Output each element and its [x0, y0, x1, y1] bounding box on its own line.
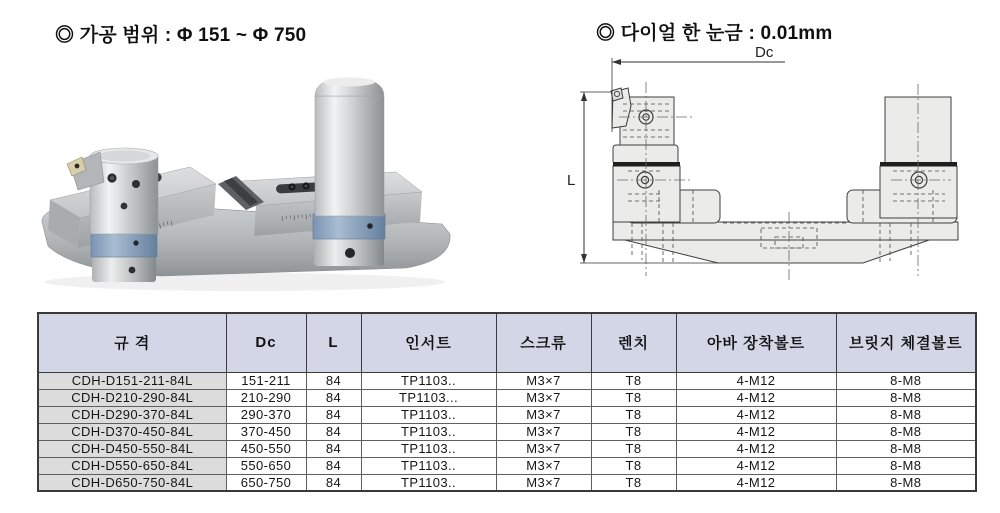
table-cell: T8	[591, 440, 676, 457]
table-cell: 8-M8	[836, 474, 976, 491]
right-cylinder	[313, 78, 385, 267]
column-header-5: 렌치	[591, 313, 676, 372]
table-cell: T8	[591, 474, 676, 491]
table-cell: 84	[306, 389, 361, 406]
table-cell: T8	[591, 389, 676, 406]
table-cell: T8	[591, 406, 676, 423]
column-header-4: 스크류	[496, 313, 591, 372]
table-cell: M3×7	[496, 406, 591, 423]
dial-graduation-title: ◎ 다이얼 한 눈금 : 0.01mm	[596, 23, 833, 44]
table-cell: 4-M12	[676, 389, 836, 406]
table-cell: 4-M12	[676, 457, 836, 474]
dc-label: Dc	[755, 44, 774, 61]
table-cell: T8	[591, 457, 676, 474]
table-cell: M3×7	[496, 474, 591, 491]
table-cell: TP1103..	[361, 423, 496, 440]
table-row	[38, 474, 976, 491]
table-cell: 650-750	[226, 474, 306, 491]
table-cell: 290-370	[226, 406, 306, 423]
right-clamp-dark-band	[880, 162, 957, 167]
table-cell: 8-M8	[836, 372, 976, 389]
right-clamp-block	[880, 166, 957, 218]
table-cell: 8-M8	[836, 440, 976, 457]
table-row	[38, 389, 976, 406]
table-cell: CDH-D550-650-84L	[38, 457, 226, 474]
table-row	[38, 372, 976, 389]
table-cell: T8	[591, 372, 676, 389]
product-photo-svg	[20, 60, 460, 300]
table-row	[38, 457, 976, 474]
table-cell: M3×7	[496, 457, 591, 474]
column-header-3: 인서트	[361, 313, 496, 372]
table-cell: 84	[306, 423, 361, 440]
column-header-1: Dc	[226, 313, 306, 372]
table-cell: CDH-D650-750-84L	[38, 474, 226, 491]
table-row	[38, 440, 976, 457]
table-cell: 84	[306, 457, 361, 474]
table-cell: 370-450	[226, 423, 306, 440]
table-row	[38, 406, 976, 423]
table-cell: 4-M12	[676, 423, 836, 440]
left-clamp-dark-band	[613, 162, 680, 167]
table-cell: M3×7	[496, 372, 591, 389]
machining-range-title: ◎ 가공 범위 : Φ 151 ~ Φ 750	[55, 25, 307, 46]
table-cell: 8-M8	[836, 389, 976, 406]
table-cell: 4-M12	[676, 474, 836, 491]
technical-drawing	[533, 44, 1000, 296]
table-cell: CDH-D290-370-84L	[38, 406, 226, 423]
l-label: L	[567, 172, 576, 189]
column-header-0: 규 격	[38, 313, 226, 372]
table-cell: TP1103..	[361, 474, 496, 491]
left-clamp-block	[613, 166, 680, 222]
table-cell: 450-550	[226, 440, 306, 457]
table-cell: 4-M12	[676, 372, 836, 389]
spec-table	[37, 312, 977, 492]
table-cell: TP1103..	[361, 457, 496, 474]
table-cell: 151-211	[226, 372, 306, 389]
table-cell: T8	[591, 423, 676, 440]
table-cell: TP1103..	[361, 372, 496, 389]
table-cell: CDH-D370-450-84L	[38, 423, 226, 440]
table-cell: 84	[306, 440, 361, 457]
table-cell: CDH-D450-550-84L	[38, 440, 226, 457]
table-cell: M3×7	[496, 440, 591, 457]
product-photo	[20, 60, 460, 300]
spec-table-body	[38, 372, 976, 491]
table-cell: 8-M8	[836, 457, 976, 474]
table-row	[38, 423, 976, 440]
table-cell: M3×7	[496, 423, 591, 440]
left-flange	[613, 145, 678, 164]
table-cell: TP1103..	[361, 406, 496, 423]
column-header-2: L	[306, 313, 361, 372]
table-cell: M3×7	[496, 389, 591, 406]
table-cell: 84	[306, 474, 361, 491]
table-cell: 550-650	[226, 457, 306, 474]
column-header-7: 브릿지 체결볼트	[836, 313, 976, 372]
table-cell: 84	[306, 406, 361, 423]
table-cell: 210-290	[226, 389, 306, 406]
spec-table-wrap	[37, 312, 975, 492]
table-cell: 8-M8	[836, 423, 976, 440]
bridge-bottom-wedge	[625, 240, 929, 263]
table-cell: 4-M12	[676, 406, 836, 423]
table-cell: 4-M12	[676, 440, 836, 457]
table-cell: 8-M8	[836, 406, 976, 423]
spec-table-head	[38, 313, 976, 372]
table-cell: TP1103...	[361, 389, 496, 406]
table-cell: TP1103..	[361, 440, 496, 457]
table-cell: CDH-D210-290-84L	[38, 389, 226, 406]
table-cell: 84	[306, 372, 361, 389]
column-header-6: 아바 장착볼트	[676, 313, 836, 372]
technical-drawing-svg	[533, 44, 1000, 296]
table-cell: CDH-D151-211-84L	[38, 372, 226, 389]
